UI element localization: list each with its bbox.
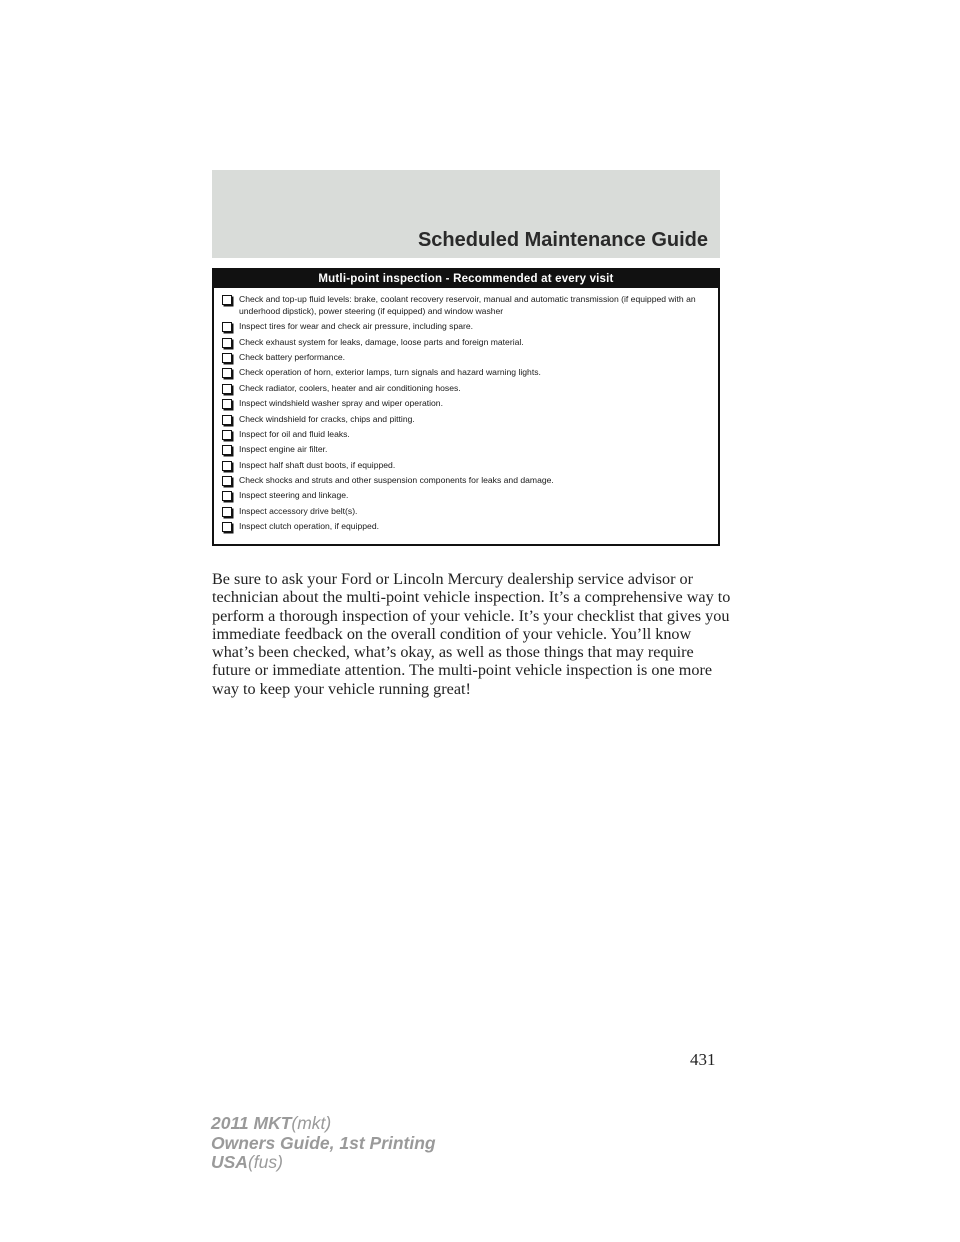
checklist-item-label: Inspect half shaft dust boots, if equipped. bbox=[239, 459, 396, 470]
checkbox-icon[interactable] bbox=[222, 476, 232, 486]
checklist-item bbox=[222, 429, 710, 441]
page-number: 431 bbox=[690, 1050, 716, 1069]
print-footer bbox=[211, 1114, 436, 1173]
footer-printing: Owners Guide, 1st Printing bbox=[211, 1132, 436, 1153]
footer-line-model bbox=[211, 1114, 436, 1134]
checklist-item bbox=[222, 475, 710, 487]
checklist-item-label: Check exhaust system for leaks, damage, loose parts and foreign material. bbox=[239, 336, 524, 347]
header-band bbox=[212, 170, 720, 258]
checklist-item-label: Inspect steering and linkage. bbox=[239, 490, 349, 501]
checklist-item bbox=[222, 460, 710, 472]
checkbox-icon[interactable] bbox=[222, 461, 232, 471]
checklist-item bbox=[222, 337, 710, 349]
checklist-item bbox=[222, 352, 710, 364]
checklist-item bbox=[222, 490, 710, 502]
section-title: Scheduled Maintenance Guide bbox=[417, 229, 708, 251]
checklist-item bbox=[222, 294, 710, 318]
inspection-checklist-box bbox=[212, 268, 720, 546]
checklist-title: Mutli-point inspection - Recommended at every visit bbox=[214, 270, 718, 288]
checklist-item-label: Check windshield for cracks, chips and pitting. bbox=[239, 413, 415, 424]
footer-model-code: (mkt) bbox=[291, 1113, 332, 1133]
checklist bbox=[214, 288, 718, 533]
footer-market: USA bbox=[211, 1152, 248, 1172]
checkbox-icon[interactable] bbox=[222, 295, 232, 305]
checklist-item-label: Inspect windshield washer spray and wiper operation. bbox=[239, 398, 443, 409]
checkbox-icon[interactable] bbox=[222, 522, 232, 532]
checkbox-icon[interactable] bbox=[222, 368, 232, 378]
checklist-item bbox=[222, 383, 710, 395]
checklist-item bbox=[222, 398, 710, 410]
checklist-item-label: Inspect clutch operation, if equipped. bbox=[239, 521, 379, 532]
checkbox-icon[interactable] bbox=[222, 384, 232, 394]
checklist-item-label: Inspect tires for wear and check air pressure, including spare. bbox=[239, 321, 474, 332]
checklist-item-label: Check shocks and struts and other suspension components for leaks and damage. bbox=[239, 475, 554, 486]
checklist-item bbox=[222, 321, 710, 333]
footer-line-market bbox=[211, 1153, 436, 1173]
body-paragraph: Be sure to ask your Ford or Lincoln Mercury dealership service advisor or technician about the multi-point vehicle inspection. It’s a comprehensive way to perform a thorough inspection of your vehicle. It’s your checklist that gives you immediate feedback on the overall condition of your vehicle. You’ll know what’s been checked, what’s okay, as well as those things that may require future or immediate attention. The multi-point vehicle inspection is one more way to keep your vehicle running great! bbox=[212, 570, 731, 698]
checklist-item-label: Inspect for oil and fluid leaks. bbox=[239, 428, 350, 439]
checklist-item bbox=[222, 521, 710, 533]
checklist-item-label: Inspect accessory drive belt(s). bbox=[239, 505, 358, 516]
checkbox-icon[interactable] bbox=[222, 445, 232, 455]
checklist-item-label: Check battery performance. bbox=[239, 351, 346, 362]
checkbox-icon[interactable] bbox=[222, 507, 232, 517]
footer-line-printing bbox=[211, 1134, 436, 1154]
checkbox-icon[interactable] bbox=[222, 353, 232, 363]
footer-model: 2011 MKT bbox=[211, 1113, 292, 1133]
checklist-item-label: Check and top-up fluid levels: brake, coolant recovery reservoir, manual and automatic transmission (if equipped with an underhood dipstick), power steering (if equipped) and window washer bbox=[239, 294, 696, 316]
checkbox-icon[interactable] bbox=[222, 430, 232, 440]
checklist-item-label: Check operation of horn, exterior lamps, turn signals and hazard warning lights. bbox=[239, 367, 541, 378]
checkbox-icon[interactable] bbox=[222, 322, 232, 332]
checkbox-icon[interactable] bbox=[222, 415, 232, 425]
checklist-item bbox=[222, 444, 710, 456]
checklist-item bbox=[222, 506, 710, 518]
checkbox-icon[interactable] bbox=[222, 399, 232, 409]
checkbox-icon[interactable] bbox=[222, 491, 232, 501]
checklist-item-label: Inspect engine air filter. bbox=[239, 444, 328, 455]
checklist-item-label: Check radiator, coolers, heater and air conditioning hoses. bbox=[239, 382, 461, 393]
checkbox-icon[interactable] bbox=[222, 338, 232, 348]
footer-market-code: (fus) bbox=[247, 1152, 283, 1172]
checklist-item bbox=[222, 367, 710, 379]
checklist-item bbox=[222, 414, 710, 426]
